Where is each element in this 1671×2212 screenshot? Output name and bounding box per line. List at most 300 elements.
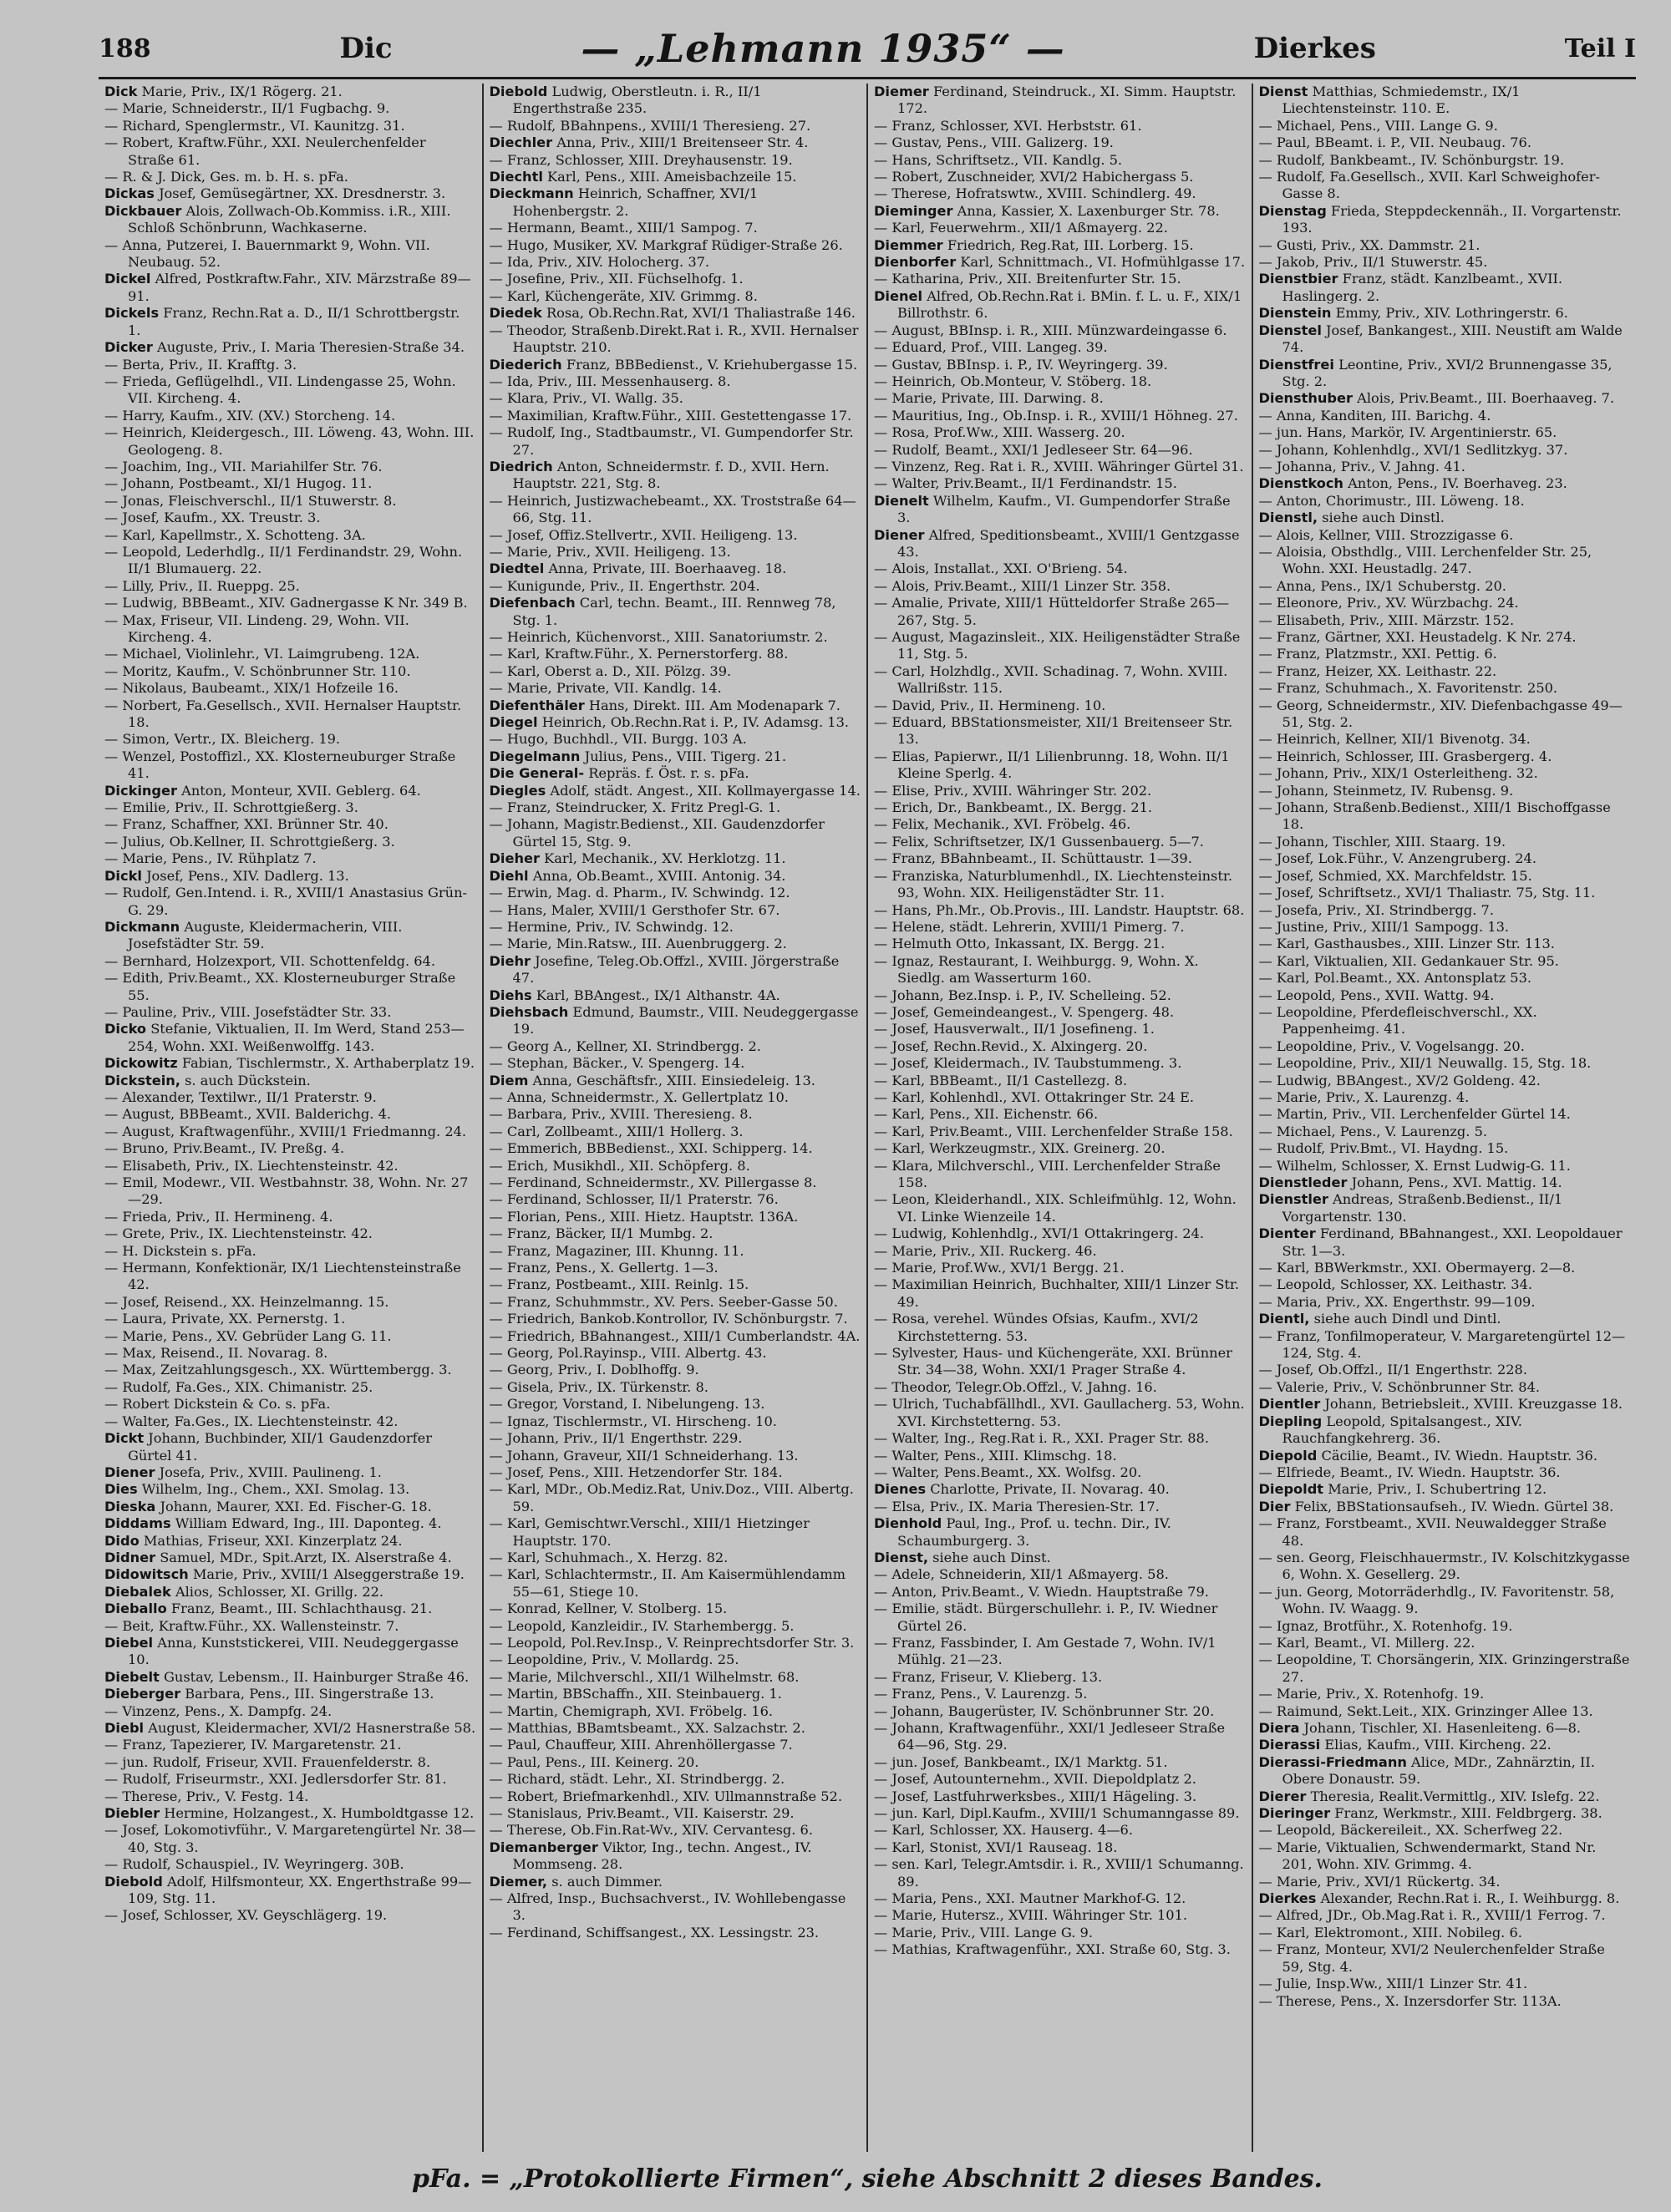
directory-entry <box>1259 271 1631 305</box>
entry-details: Alois, Zollwach-Ob.Kommiss. i.R., XIII. Schloß Schönbrunn, Wachkaserne. <box>128 202 451 236</box>
directory-entry <box>490 544 861 561</box>
entry-details: Leopold, Spitalsangest., XIV. Rauchfangkehrerg. 36. <box>1282 1413 1522 1447</box>
entry-details: — Georg, Pol.Rayinsp., VIII. Albertg. 43. <box>489 1345 767 1362</box>
entry-details: — Karl, Feuerwehrm., XII/1 Aßmayerg. 22. <box>874 220 1168 236</box>
entry-surname: Dierkes <box>1258 1890 1317 1907</box>
entry-details: — Marie, Priv., XII. Ruckerg. 46. <box>874 1242 1097 1259</box>
entry-details: Ferdinand, Steindruck., XI. Simm. Hauptstr. 172. <box>897 84 1237 117</box>
directory-entry <box>490 185 861 220</box>
directory-entry <box>490 271 861 287</box>
entry-details: — Rudolf, Ing., Stadtbaumstr., VI. Gumpendorfer Str. 27. <box>489 424 854 458</box>
entry-surname: Diehs <box>489 987 532 1003</box>
entry-details: — Friedrich, Bankob.Kontrollor, IV. Schönburgstr. 7. <box>489 1311 848 1327</box>
directory-entry <box>490 493 861 527</box>
directory-entry <box>104 850 476 867</box>
directory-entry <box>1259 1158 1631 1174</box>
entry-details: — Justine, Priv., XIII/1 Sampogg. 13. <box>1258 918 1510 935</box>
entry-details: — Ferdinand, Schiffsangest., XX. Lessingstr. 23. <box>489 1924 820 1941</box>
entry-details: Auguste, Kleidermacherin, VIII. Josefstädter Str. 59. <box>128 918 403 952</box>
entry-details: Karl, Schnittmach., VI. Hofmühlgasse 17. <box>960 254 1246 271</box>
directory-entry <box>490 1345 861 1362</box>
entry-details: — Katharina, Priv., XII. Breitenfurter Str. 15. <box>874 271 1181 287</box>
directory-entry <box>104 970 476 1004</box>
entry-details: — Emil, Modewr., VII. Westbahnstr. 38, Wohn. Nr. 27—29. <box>104 1174 469 1208</box>
entry-details: Alfred, Ob.Rechn.Rat i. BMin. f. L. u. F., XIX/1 Billrothstr. 6. <box>897 287 1242 322</box>
directory-entry <box>490 1566 861 1601</box>
entry-details: — Ulrich, Tuchabfällhdl., XVI. Gaullacherg. 53, Wohn. XVI. Kirchstetterng. 53. <box>874 1396 1245 1429</box>
directory-entry <box>874 1038 1246 1055</box>
directory-entry <box>104 1379 476 1396</box>
directory-entry <box>104 1021 476 1055</box>
entry-details: — Ludwig, BBBeamt., XIV. Gadnergasse K Nr. 349 B. <box>104 595 468 611</box>
entry-details: — Richard, Spenglermstr., VI. Kaunitzg. 31. <box>104 117 405 134</box>
entry-details: — Marie, Priv., XVII. Heiligeng. 13. <box>489 543 731 560</box>
entry-details: — Emilie, städt. Bürgerschullehr. i. P., IV. Wiedner Gürtel 26. <box>874 1601 1218 1634</box>
directory-entry <box>490 527 861 544</box>
entry-surname: Didowitsch <box>104 1566 189 1583</box>
entry-surname: Diem <box>489 1072 529 1088</box>
directory-entry <box>104 1686 476 1702</box>
entry-surname: Diener <box>874 526 925 543</box>
directory-entry <box>104 1499 476 1515</box>
entry-details: Heinrich, Ob.Rechn.Rat i. P., IV. Adamsg. 13. <box>541 714 850 731</box>
entry-details: — Karl, Gasthausbes., XIII. Linzer Str. 113. <box>1258 936 1555 952</box>
directory-entry <box>874 1379 1246 1396</box>
entry-surname: Diepoldt <box>1258 1481 1324 1498</box>
directory-entry <box>1259 152 1631 169</box>
directory-entry <box>874 339 1246 356</box>
entry-details: — Bruno, Priv.Beamt., IV. Preßg. 4. <box>104 1140 345 1157</box>
entry-details: — Ida, Priv., III. Messenhauserg. 8. <box>489 373 731 389</box>
entry-details: — Ludwig, Kohlenhdlg., XVI/1 Ottakringerg. 24. <box>874 1225 1204 1242</box>
entry-details: Heinrich, Schaffner, XVI/1 Hohenbergstr. 2. <box>512 185 759 219</box>
entry-details: — Alois, Kellner, VIII. Strozzigasse 6. <box>1258 526 1514 543</box>
entry-details: Franz, Rechn.Rat a. D., II/1 Schrottbergstr. 1. <box>128 305 460 338</box>
entry-details: — Karl, Werkzeugmstr., XIX. Greinerg. 20. <box>874 1140 1166 1157</box>
entry-details: — Elisabeth, Priv., XIII. Märzstr. 152. <box>1258 611 1515 628</box>
entry-surname: Dickt <box>104 1430 145 1447</box>
directory-entry <box>874 1243 1246 1260</box>
column-3 <box>868 84 1253 2152</box>
directory-entry <box>490 1276 861 1293</box>
directory-entry <box>1259 527 1631 544</box>
entry-details: — Rudolf, Fa.Gesellsch., XVII. Karl Schweighofer-Gasse 8. <box>1258 169 1600 202</box>
entry-details: — Franz, Pens., X. Gellertg. 1—3. <box>489 1260 719 1276</box>
entry-surname: Dienstleder <box>1258 1174 1348 1190</box>
directory-entry <box>104 1566 476 1583</box>
directory-entry <box>104 1311 476 1327</box>
entry-details: — Josef, Rechn.Revid., X. Alxingerg. 20. <box>874 1038 1148 1054</box>
directory-entry <box>874 442 1246 459</box>
column-2 <box>484 84 869 2152</box>
directory-entry <box>1259 578 1631 595</box>
entry-details: — Franz, Friseur, V. Klieberg. 13. <box>874 1668 1103 1685</box>
directory-entry <box>874 390 1246 407</box>
entry-surname: Diebel <box>104 1634 154 1651</box>
entry-details: — Michael, Pens., VIII. Lange G. 9. <box>1258 117 1498 134</box>
directory-entry <box>874 1669 1246 1686</box>
entry-details: — Marie, Priv., VIII. Lange G. 9. <box>874 1924 1093 1941</box>
entry-details: — Johann, Magistr.Bedienst., XII. Gaudenzdorfer Gürtel 15, Stg. 9. <box>489 816 825 850</box>
directory-entry <box>490 118 861 134</box>
entry-details: siehe auch Dinst. <box>932 1549 1051 1565</box>
directory-entry <box>874 1515 1246 1550</box>
directory-entry <box>1259 1941 1631 1976</box>
directory-entry <box>874 578 1246 595</box>
entry-details: — Raimund, Sekt.Leit., XIX. Grinzinger Allee 13. <box>1258 1702 1593 1719</box>
entry-details: Alois, Priv.Beamt., III. Boerhaaveg. 7. <box>1357 390 1615 407</box>
directory-entry <box>104 885 476 919</box>
directory-entry <box>104 834 476 850</box>
entry-details: — Marie, Priv., XVI/1 Rückertg. 34. <box>1258 1873 1501 1890</box>
entry-details: Adolf, Hilfsmonteur, XX. Engerthstraße 99—109, Stg. 11. <box>128 1873 472 1907</box>
entry-surname: Diemanberger <box>489 1839 598 1855</box>
directory-entry <box>1259 424 1631 441</box>
entry-details: Wilhelm, Kaufm., VI. Gumpendorfer Straße 3. <box>897 492 1231 526</box>
directory-entry <box>104 424 476 459</box>
entry-details: — Emilie, Priv., II. Schrottgießerg. 3. <box>104 799 358 816</box>
directory-entry <box>104 408 476 424</box>
entry-details: Emmy, Priv., XIV. Lothringerstr. 6. <box>1335 305 1568 322</box>
directory-entry <box>874 629 1246 663</box>
entry-surname: Diepold <box>1258 1447 1318 1464</box>
entry-details: — Hans, Ph.Mr., Ob.Provis., III. Landstr. Hauptstr. 68. <box>874 901 1245 918</box>
entry-details: — Aloisia, Obsthdlg., VIII. Lerchenfelder Str. 25, Wohn. XXI. Heustadlg. 247. <box>1258 543 1592 577</box>
entry-details: — Elise, Priv., XVIII. Währinger Str. 202. <box>874 782 1152 799</box>
directory-entry <box>490 561 861 577</box>
directory-entry <box>874 1464 1246 1481</box>
directory-entry <box>1259 1294 1631 1311</box>
entry-details: — Franz, Steindrucker, X. Fritz Pregl-G. 1. <box>489 799 781 816</box>
directory-entry <box>104 1260 476 1294</box>
directory-entry <box>490 1890 861 1925</box>
entry-details: — Franz, Schaffner, XXI. Brünner Str. 40. <box>104 816 389 833</box>
directory-entry <box>490 1788 861 1805</box>
directory-entry <box>874 1311 1246 1345</box>
entry-details: — Hugo, Musiker, XV. Markgraf Rüdiger-Straße 26. <box>489 236 843 253</box>
entry-details: Samuel, MDr., Spit.Arzt, IX. Alserstraße 4. <box>160 1549 452 1565</box>
entry-details: — Rosa, Prof.Ww., XIII. Wasserg. 20. <box>874 424 1125 441</box>
entry-details: siehe auch Dindl und Dintl. <box>1313 1311 1501 1327</box>
directory-entry <box>874 1260 1246 1276</box>
entry-details: — Jakob, Priv., II/1 Stuwerstr. 45. <box>1258 254 1488 271</box>
directory-entry <box>1259 118 1631 134</box>
entry-details: — Rudolf, Gen.Intend. i. R., XVIII/1 Anastasius Grün-G. 29. <box>104 885 467 918</box>
entry-details: — Mathias, Kraftwagenführ., XXI. Straße 60, Stg. 3. <box>874 1941 1231 1958</box>
entry-details: — Karl, Schlachtermstr., II. Am Kaisermühlendamm 55—61, Stiege 10. <box>489 1566 846 1600</box>
entry-details: — Franz, Bäcker, II/1 Mumbg. 2. <box>489 1225 714 1242</box>
entry-details: — Franz, Schlosser, XVI. Herbststr. 61. <box>874 117 1142 134</box>
entry-surname: Dickl <box>104 867 142 884</box>
directory-entry <box>1259 322 1631 357</box>
entry-details: — Johann, Priv., XIX/1 Osterleitheng. 32. <box>1258 765 1538 782</box>
directory-entry <box>874 1754 1246 1771</box>
directory-entry <box>1259 1396 1631 1413</box>
directory-entry <box>104 1328 476 1345</box>
directory-entry <box>1259 1106 1631 1123</box>
entry-details: — Ferdinand, Schlosser, II/1 Praterstr. 76. <box>489 1191 779 1208</box>
entry-surname: Dientl, <box>1258 1311 1310 1327</box>
directory-entry <box>1259 1805 1631 1822</box>
entry-details: — Leopoldine, Pferdefleischverschl., XX. Pappenheimg. 41. <box>1258 1003 1537 1038</box>
directory-entry <box>490 1720 861 1737</box>
entry-details: — Josef, Offiz.Stellvertr., XVII. Heiligeng. 13. <box>489 526 798 543</box>
directory-entry <box>490 1140 861 1157</box>
entry-details: — jun. Josef, Bankbeamt., IX/1 Marktg. 51. <box>874 1753 1168 1770</box>
entry-surname: Dies <box>104 1481 138 1498</box>
directory-entry <box>874 373 1246 390</box>
directory-entry <box>874 1499 1246 1515</box>
entry-details: — Alois, Installat., XXI. O'Brieng. 54. <box>874 561 1128 577</box>
entry-details: — jun. Georg, Motorräderhdlg., IV. Favoritenstr. 58, Wohn. IV. Waagg. 9. <box>1258 1583 1615 1617</box>
page-number: 188 <box>99 33 151 63</box>
entry-details: Karl, BBAngest., IX/1 Althanstr. 4A. <box>536 987 780 1003</box>
directory-entry <box>490 254 861 271</box>
entry-details: Johann, Maurer, XXI. Ed. Fischer-G. 18. <box>160 1498 432 1514</box>
directory-entry <box>104 373 476 408</box>
directory-entry <box>874 1430 1246 1447</box>
header-rule <box>99 77 1636 79</box>
entry-surname: Diemmer <box>874 236 943 253</box>
directory-entry <box>490 1822 861 1839</box>
directory-entry <box>1259 987 1631 1004</box>
entry-details: — Karl, Gemischtwr.Verschl., XIII/1 Hietzinger Hauptstr. 170. <box>489 1515 810 1549</box>
directory-entry <box>104 1158 476 1174</box>
directory-entry <box>490 698 861 714</box>
entry-details: — Ida, Priv., XIV. Holocherg. 37. <box>489 254 710 271</box>
directory-entry <box>490 305 861 322</box>
entry-details: — Rudolf, Priv.Bmt., VI. Haydng. 15. <box>1258 1140 1509 1157</box>
entry-details: — Hermann, Konfektionär, IX/1 Liechtensteinstraße 42. <box>104 1260 461 1293</box>
directory-entry <box>490 1651 861 1668</box>
directory-entry <box>1259 799 1631 834</box>
directory-entry <box>104 510 476 526</box>
entry-details: Josef, Bankangest., XIII. Neustift am Walde 74. <box>1282 322 1623 356</box>
directory-entry <box>490 169 861 185</box>
entry-details: Anna, Kunststickerei, VIII. Neudeggergasse 10. <box>128 1634 459 1668</box>
directory-entry <box>490 134 861 151</box>
directory-entry <box>1259 169 1631 203</box>
entry-details: — Edith, Priv.Beamt., XX. Klosterneuburger Straße 55. <box>104 970 456 1003</box>
entry-surname: Diemer <box>874 84 929 99</box>
entry-surname: Dienstel <box>1258 322 1322 338</box>
entry-details: — Gregor, Vorstand, I. Nibelungeng. 13. <box>489 1396 765 1413</box>
directory-entry <box>104 1106 476 1123</box>
entry-surname: Dienstag <box>1258 202 1327 219</box>
directory-entry <box>1259 1124 1631 1140</box>
directory-entry <box>874 254 1246 271</box>
directory-entry <box>874 288 1246 322</box>
entry-details: — Konrad, Kellner, V. Stolberg. 15. <box>489 1601 728 1617</box>
directory-entry <box>874 834 1246 850</box>
entry-surname: Diera <box>1258 1720 1300 1736</box>
entry-details: — Hans, Schriftsetz., VII. Kandlg. 5. <box>874 151 1123 168</box>
directory-entry <box>1259 254 1631 271</box>
directory-entry <box>1259 953 1631 970</box>
entry-details: — Vinzenz, Pens., X. Dampfg. 24. <box>104 1702 333 1719</box>
entry-details: — Anna, Pens., IX/1 Schuberstg. 20. <box>1258 577 1506 594</box>
entry-details: — Karl, Viktualien, XII. Gedankauer Str. 95. <box>1258 952 1559 969</box>
directory-entry <box>490 1396 861 1413</box>
entry-details: — Josef, Reisend., XX. Heinzelmanng. 15. <box>104 1293 389 1310</box>
directory-entry <box>490 987 861 1004</box>
directory-entry <box>1259 1464 1631 1481</box>
entry-details: — Marie, Priv., X. Rotenhofg. 19. <box>1258 1686 1485 1702</box>
directory-entry <box>490 1464 861 1481</box>
directory-entry <box>1259 1413 1631 1448</box>
entry-surname: Dienstfrei <box>1258 356 1334 373</box>
entry-details: Ludwig, Oberstleutn. i. R., II/1 Engerthstraße 235. <box>512 84 762 117</box>
directory-entry <box>874 220 1246 236</box>
entry-details: — Carl, Zollbeamt., XIII/1 Hollerg. 3. <box>489 1123 744 1139</box>
directory-entry <box>874 134 1246 151</box>
entry-surname: Dieher <box>489 850 540 867</box>
entry-details: — Martin, Chemigraph, XVI. Fröbelg. 16. <box>489 1702 774 1719</box>
directory-entry <box>874 203 1246 220</box>
entry-details: — Karl, Elektromont., XIII. Nobileg. 6. <box>1258 1924 1522 1941</box>
entry-surname: Diefenthäler <box>489 697 585 713</box>
directory-entry <box>874 1481 1246 1498</box>
directory-entry <box>874 424 1246 441</box>
entry-surname: Diedtel <box>489 561 545 577</box>
entry-details: — Maximilian Heinrich, Buchhalter, XIII/1 Linzer Str. 49. <box>874 1276 1240 1310</box>
entry-details: — Friedrich, BBahnangest., XIII/1 Cumberlandstr. 4A. <box>489 1327 861 1344</box>
entry-details: Hans, Direkt. III. Am Modenapark 7. <box>588 697 841 713</box>
directory-entry <box>490 902 861 919</box>
entry-details: — Maria, Priv., XX. Engerthstr. 99—109. <box>1258 1293 1536 1310</box>
entry-surname: Dicko <box>104 1021 147 1038</box>
entry-surname: Dieringer <box>1258 1805 1331 1822</box>
directory-entry <box>874 1890 1246 1907</box>
entry-surname: Dientler <box>1258 1396 1321 1413</box>
entry-surname: Diehsbach <box>489 1003 569 1020</box>
entry-details: — Karl, Kohlenhdl., XVI. Ottakringer Str. 24 E. <box>874 1088 1195 1105</box>
directory-entry <box>490 1925 861 1941</box>
entry-details: — Simon, Vertr., IX. Bleicherg. 19. <box>104 731 341 748</box>
entry-details: siehe auch Dinstl. <box>1322 510 1445 526</box>
entry-details: — Erwin, Mag. d. Pharm., IV. Schwindg. 12. <box>489 885 790 901</box>
directory-entry <box>874 1448 1246 1464</box>
entry-details: — Marie, Prof.Ww., XVI/1 Bergg. 21. <box>874 1260 1125 1276</box>
directory-entry <box>104 118 476 134</box>
entry-details: — Rudolf, Fa.Ges., XIX. Chimanistr. 25. <box>104 1378 373 1395</box>
entry-surname: Dick <box>104 84 138 99</box>
entry-surname: Dickels <box>104 305 160 322</box>
directory-entry <box>1259 1976 1631 1992</box>
directory-entry <box>104 1055 476 1072</box>
directory-entry <box>874 1158 1246 1192</box>
entry-details: — Karl, Stonist, XVI/1 Rauseag. 18. <box>874 1839 1118 1855</box>
directory-entry <box>874 953 1246 987</box>
entry-surname: Diensthuber <box>1258 390 1353 407</box>
entry-surname: Diddams <box>104 1515 171 1532</box>
directory-entry <box>1259 834 1631 850</box>
entry-details: — Robert, Zuschneider, XVI/2 Habichergass 5. <box>874 169 1194 185</box>
entry-details: — Karl, Kraftw.Führ., X. Pernerstorferg. 88. <box>489 646 789 662</box>
directory-entry <box>104 459 476 475</box>
entry-details: — jun. Karl, Dipl.Kaufm., XVIII/1 Schumanngasse 89. <box>874 1805 1240 1822</box>
entry-details: — Matthias, BBamtsbeamt., XX. Salzachstr. 2. <box>489 1720 805 1736</box>
directory-entry <box>874 118 1246 134</box>
entry-details: Elias, Kaufm., VIII. Kircheng. 22. <box>1324 1737 1552 1753</box>
entry-details: — August, Magazinsleit., XIX. Heiligenstädter Straße 11, Stg. 5. <box>874 629 1241 662</box>
entry-details: Marie, Priv., XVIII/1 Alseggerstraße 19. <box>192 1566 465 1583</box>
entry-details: — Karl, MDr., Ob.Mediz.Rat, Univ.Doz., VIII. Albertg. 59. <box>489 1481 854 1514</box>
entry-details: — Lilly, Priv., II. Rueppg. 25. <box>104 577 300 594</box>
entry-details: Andreas, Straßenb.Bedienst., II/1 Vorgartenstr. 130. <box>1282 1191 1563 1225</box>
directory-entry <box>1259 629 1631 646</box>
directory-entry <box>104 1805 476 1822</box>
directory-entry <box>1259 1481 1631 1498</box>
page-header <box>99 25 1636 72</box>
entry-details: Alexander, Rechn.Rat i. R., I. Weihburgg. 8. <box>1320 1890 1620 1907</box>
directory-title: — „Lehmann 1935“ — <box>581 26 1065 71</box>
entry-details: Anna, Ob.Beamt., XVIII. Antonig. 34. <box>532 867 786 884</box>
entry-details: — H. Dickstein s. pFa. <box>104 1242 256 1259</box>
entry-surname: Dienelt <box>874 492 929 509</box>
entry-details: — Martin, Priv., VII. Lerchenfelder Gürtel 14. <box>1258 1106 1571 1123</box>
directory-entry <box>1259 237 1631 254</box>
directory-entry <box>874 1839 1246 1856</box>
directory-entry <box>490 1618 861 1635</box>
directory-entry <box>1259 203 1631 237</box>
entry-details: s. auch Dimmer. <box>551 1873 663 1890</box>
directory-entry <box>874 595 1246 629</box>
directory-entry <box>104 1856 476 1873</box>
directory-entry <box>874 1584 1246 1601</box>
directory-entry <box>104 680 476 697</box>
directory-entry <box>874 1191 1246 1225</box>
directory-entry <box>1259 442 1631 459</box>
directory-entry <box>104 1396 476 1413</box>
entry-details: — Robert, Kraftw.Führ., XXI. Neulerchenfelder Straße 61. <box>104 134 426 168</box>
directory-entry <box>490 152 861 169</box>
directory-entry <box>1259 1260 1631 1276</box>
entry-details: — Johann, Graveur, XII/1 Schneiderhang. 13. <box>489 1447 799 1464</box>
entry-details: — Josef, Gemeindeangest., V. Spengerg. 48. <box>874 1003 1175 1020</box>
entry-details: — Marie, Private, III. Darwing. 8. <box>874 390 1104 407</box>
entry-details: — Franz, Magaziner, III. Khunng. 11. <box>489 1242 744 1259</box>
entry-details: — Marie, Pens., XV. Gebrüder Lang G. 11. <box>104 1327 392 1344</box>
directory-entry <box>1259 305 1631 322</box>
directory-entry <box>874 1225 1246 1242</box>
entry-details: — Georg, Schneidermstr., XIV. Diefenbachgasse 49—51, Stg. 2. <box>1258 697 1623 731</box>
entry-details: — Leopold, Schlosser, XX. Leithastr. 34. <box>1258 1276 1533 1293</box>
entry-surname: Dieska <box>104 1498 156 1514</box>
entry-details: — Rudolf, Beamt., XXI/1 Jedleseer Str. 64—96. <box>874 441 1193 458</box>
entry-details: — August, BBBeamt., XVII. Balderichg. 4. <box>104 1106 392 1123</box>
directory-entry <box>874 816 1246 833</box>
entry-surname: Diemer, <box>489 1873 548 1890</box>
directory-entry <box>1259 1890 1631 1907</box>
directory-entry <box>104 271 476 305</box>
directory-entry <box>1259 1635 1631 1651</box>
entry-details: Paul, Ing., Prof. u. techn. Dir., IV. Schaumburgerg. 3. <box>897 1515 1171 1549</box>
entry-details: Carl, techn. Beamt., III. Rennweg 78, Stg. 1. <box>512 595 836 628</box>
directory-entry <box>1259 1788 1631 1805</box>
directory-entry <box>1259 1311 1631 1327</box>
directory-entry <box>1259 885 1631 901</box>
entry-surname: Dierassi <box>1258 1737 1321 1753</box>
entry-details: — Franz, Fassbinder, I. Am Gestade 7, Wohn. IV/1 Mühlg. 21—23. <box>874 1634 1216 1668</box>
entry-details: — Marie, Hutersz., XVIII. Währinger Str. 101. <box>874 1907 1188 1924</box>
directory-entry <box>874 408 1246 424</box>
entry-details: Anton, Pens., IV. Boerhaveg. 23. <box>1348 475 1567 492</box>
directory-entry <box>104 1294 476 1311</box>
entry-details: Auguste, Priv., I. Maria Theresien-Straße 34. <box>157 339 465 356</box>
entry-details: — Ignaz, Tischlermstr., VI. Hirscheng. 10. <box>489 1413 777 1429</box>
entry-details: — Theodor, Telegr.Ob.Offzl., V. Jahng. 16. <box>874 1378 1157 1395</box>
